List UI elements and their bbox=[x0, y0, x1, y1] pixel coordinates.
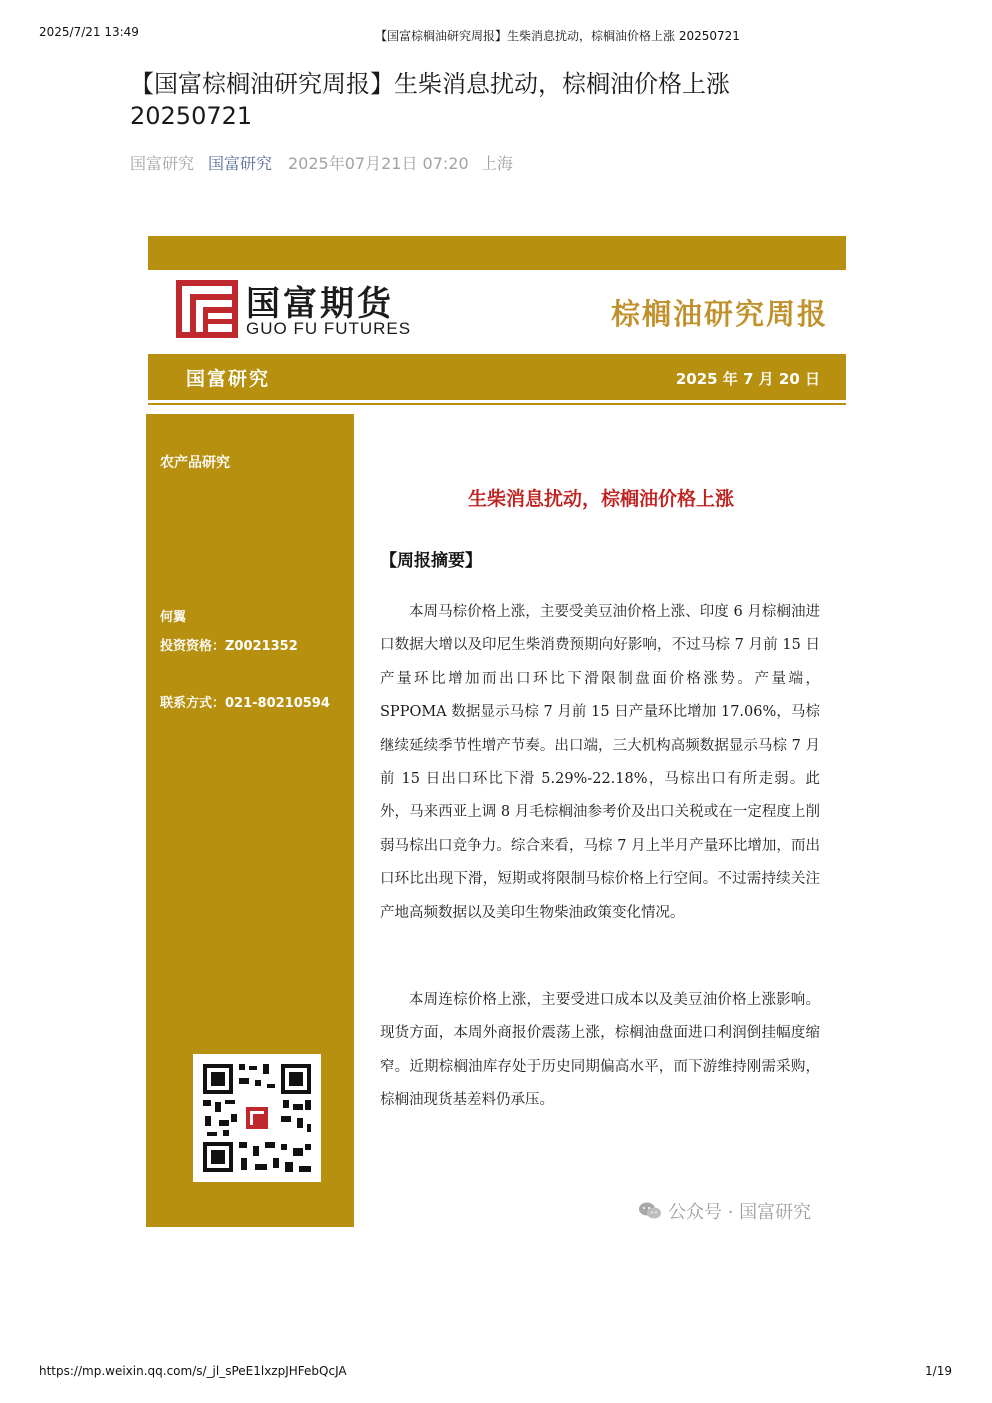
publish-date: 2025年07月21日 07:20 bbox=[288, 154, 469, 173]
account-name-link[interactable]: 国富研究 bbox=[208, 154, 273, 173]
report-top-bar bbox=[148, 236, 846, 270]
print-timestamp: 2025/7/21 13:49 bbox=[39, 25, 139, 39]
band-label: 国富研究 bbox=[186, 368, 271, 390]
analyst-contact: 联系方式：021-80210594 bbox=[160, 696, 330, 711]
article-source: 国富研究 bbox=[130, 154, 195, 173]
print-page-title: 【国富棕榈油研究周报】生柴消息扰动，棕榈油价格上涨 20250721 bbox=[375, 29, 740, 43]
print-url: https://mp.weixin.qq.com/s/_jl_sPeE1lxzpJHFebQcJA bbox=[39, 1364, 347, 1378]
sidebar-category: 农产品研究 bbox=[160, 455, 230, 471]
report-date: 2025 年 7 月 20 日 bbox=[675, 370, 820, 388]
wechat-icon bbox=[638, 1201, 662, 1221]
watermark-text: 公众号 · 国富研究 bbox=[668, 1202, 812, 1223]
summary-heading: 【周报摘要】 bbox=[380, 551, 482, 571]
article-title: 【国富棕榈油研究周报】生柴消息扰动，棕榈油价格上涨 20250721 bbox=[130, 70, 730, 130]
report-headline: 生柴消息扰动，棕榈油价格上涨 bbox=[467, 488, 734, 510]
analyst-name: 何翼 bbox=[160, 610, 187, 625]
report-type-title: 棕榈油研究周报 bbox=[610, 297, 828, 331]
summary-paragraph: 本周马棕价格上涨，主要受美豆油价格上涨、印度 6 月棕榈油进口数据大增以及印尼生柴消费预期向好影响，不过马棕 7 月前 15 日产量环比增加而出口环比下滑限制盘面价格涨势。产量端，SPPOMA 数据显示马棕 7 月前 15 日产量环比增加 17.06%，马棕继续延续季节性增产节奏。出口端，三大机构高频数据显示马棕 7 月前 15 日出口环比下滑 5.29%-22.18%，马棕出口有所走弱。此外，马来西亚上调 8 月毛棕榈油参考价及出口关税或在一定程度上削弱马棕出口竞争力。综合来看，马棕 7 月上半月产量环比增加，而出口环比出现下滑，短期或将限制马棕价格上行空间。不过需持续关注产地高频数据以及美印生物柴油政策变化情况。 bbox=[380, 604, 820, 921]
wechat-watermark bbox=[638, 1198, 811, 1224]
print-page-number: 1/19 bbox=[925, 1364, 952, 1378]
qr-code-icon bbox=[193, 1054, 321, 1182]
analyst-license: 投资资格：Z0021352 bbox=[160, 639, 298, 654]
divider bbox=[148, 403, 846, 405]
publish-location: 上海 bbox=[481, 154, 514, 173]
report-sidebar bbox=[146, 414, 354, 1227]
company-name-cn: 国富期货 bbox=[246, 284, 394, 324]
summary-paragraph: 本周连棕价格上涨，主要受进口成本以及美豆油价格上涨影响。现货方面，本周外商报价震荡上涨，棕榈油盘面进口利润倒挂幅度缩窄。近期棕榈油库存处于历史同期偏高水平，而下游维持刚需采购，棕榈油现货基差料仍承压。 bbox=[380, 992, 820, 1109]
company-logo-icon bbox=[176, 280, 238, 338]
report-cover-image bbox=[146, 236, 848, 1228]
report-band bbox=[148, 354, 846, 400]
company-name-en: GUO FU FUTURES bbox=[246, 319, 412, 338]
